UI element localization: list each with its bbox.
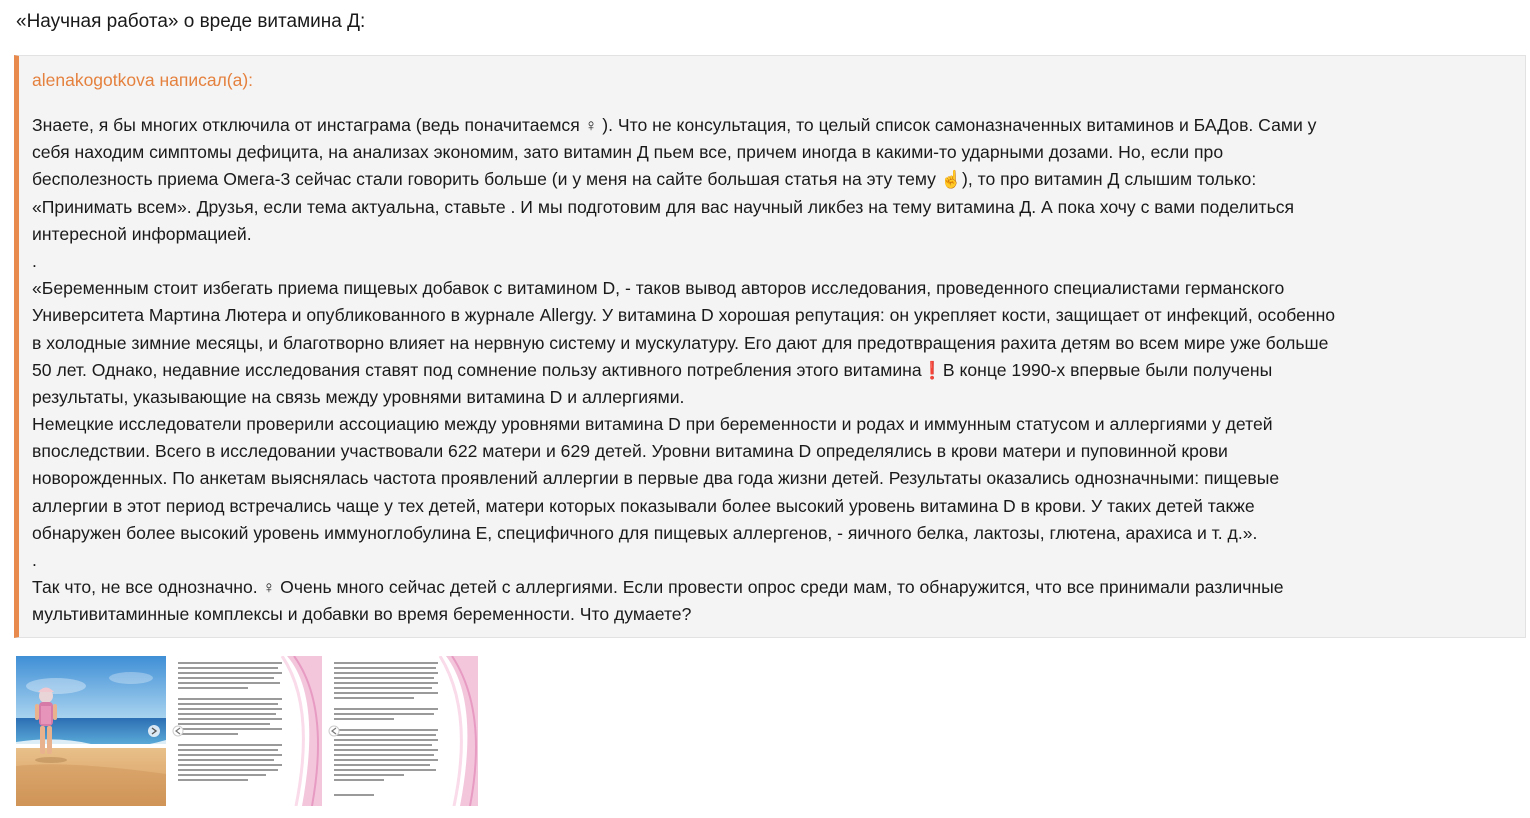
quote-text: аллергии в этот период встречались чаще у тех детей, матери которых показывали более высокий уровень витамина D в крови. У таких детей также: [32, 495, 1255, 516]
quote-line: [32, 139, 1512, 166]
quote-text: интересной информацией.: [32, 223, 252, 244]
quote-text: ), то про витамин Д слышим только:: [962, 169, 1257, 190]
image-thumbnail-text-slide-1[interactable]: [172, 656, 322, 806]
quote-line: [32, 601, 1512, 628]
quote-text: обнаружен более высокий уровень иммуноглобулина Е, специфичного для пищевых аллергенов, - яичного белка, лактозы, глютена, арахиса и т. д.».: [32, 522, 1258, 543]
quote-text: Так что, не все однозначно.: [32, 577, 263, 598]
quote-body: [32, 112, 1512, 629]
quote-text: Знаете, я бы многих отключила от инстаграма (ведь поначитаемся: [32, 115, 585, 135]
quote-line: [32, 547, 1512, 574]
quote-text: Немецкие исследователи проверили ассоциацию между уровнями витамина D при беременности и родах и иммунным статусом и аллергиями у детей: [32, 414, 1273, 435]
exclamation-icon: ❗: [921, 360, 943, 380]
quote-line: [32, 221, 1512, 248]
quote-line: [32, 411, 1512, 438]
chevron-left-icon: [329, 726, 339, 736]
quote-line: [32, 465, 1512, 492]
quote-text: новорожденных. По анкетам выяснялась частота проявлений аллергии в первые два года жизни детей. Результаты оказались однозначными: пищевые: [32, 468, 1280, 489]
quote-line: [32, 493, 1512, 520]
quote-text: «Беременным стоит избегать приема пищевых добавок с витамином D, - таков вывод авторов исследования, проведенного специалистами германского: [32, 278, 1285, 299]
chevron-left-icon: [173, 726, 183, 736]
quote-text: себя находим симптомы дефицита, на анализах экономим, зато витамин Д пьем все, причем иногда в какими-то ударными дозами. Но, если про: [32, 142, 1224, 163]
quote-line: [32, 275, 1512, 302]
quote-text: впоследствии. Всего в исследовании участвовали 622 матери и 629 детей. Уровни витамина D определялись в крови матери и пуповинной крови: [32, 441, 1228, 462]
image-thumbnail-text-slide-2[interactable]: [328, 656, 478, 806]
image-thumbnail-beach[interactable]: [16, 656, 166, 806]
quote-line: [32, 438, 1512, 465]
quote-line: [32, 574, 1512, 601]
quote-line: [32, 166, 1512, 193]
quote-text: мультивитаминные комплексы и добавки во время беременности. Что думаете?: [32, 604, 692, 625]
chevron-right-icon: [148, 725, 160, 737]
quote-text: бесполезность приема Омега-3 сейчас стали говорить больше (и у меня на сайте большая статья на эту тему: [32, 169, 941, 190]
quote-line: [32, 357, 1512, 384]
quote-text: 50 лет. Однако, недавние исследования ставят под сомнение пользу активного потребления этого витамина: [32, 359, 922, 380]
quote-text: результаты, указывающие на связь между уровнями витамина D и аллергиями.: [32, 386, 685, 407]
quote-text: Очень много сейчас детей с аллергиями. Если провести опрос среди мам, то обнаружится, что все принимали различные: [275, 577, 1284, 598]
post-intro-text: «Научная работа» о вреде витамина Д:: [16, 11, 366, 32]
quote-text: В конце 1990-х впервые были получены: [942, 359, 1273, 380]
quote-line: [32, 302, 1512, 329]
female-sign-icon: ♀: [584, 116, 598, 135]
pointing-finger-icon: ☝: [940, 170, 963, 190]
quote-text: .: [32, 250, 37, 271]
quote-line: [32, 520, 1512, 547]
quote-text: в холодные зимние месяцы, и благотворно влияет на нервную систему и мускулатуру. Его дают для предотвращения рахита детям во всем мире уже больше: [32, 332, 1329, 353]
quote-block: [14, 55, 1526, 638]
quote-text: ). Что не консультация, то целый список самоназначенных витаминов и БАДов. Сами у: [597, 115, 1317, 135]
quote-line: [32, 330, 1512, 357]
quote-line: [32, 112, 1512, 139]
quote-text: «Принимать всем». Друзья, если тема актуальна, ставьте . И мы подготовим для вас научный ликбез на тему витамина Д. А пока хочу с вами поделиться: [32, 196, 1295, 217]
quote-line: [32, 384, 1512, 411]
quote-author[interactable]: alenakogotkova написал(а):: [32, 70, 254, 90]
quote-text: Университета Мартина Лютера и опубликованного в журнале Allergy. У витамина D хорошая репутация: он укрепляет кости, защищает от инфекций, особенно: [32, 305, 1336, 326]
quote-text: .: [32, 550, 37, 570]
quote-line: [32, 248, 1512, 275]
female-sign-icon: ♀: [262, 578, 276, 598]
quote-line: [32, 194, 1512, 221]
